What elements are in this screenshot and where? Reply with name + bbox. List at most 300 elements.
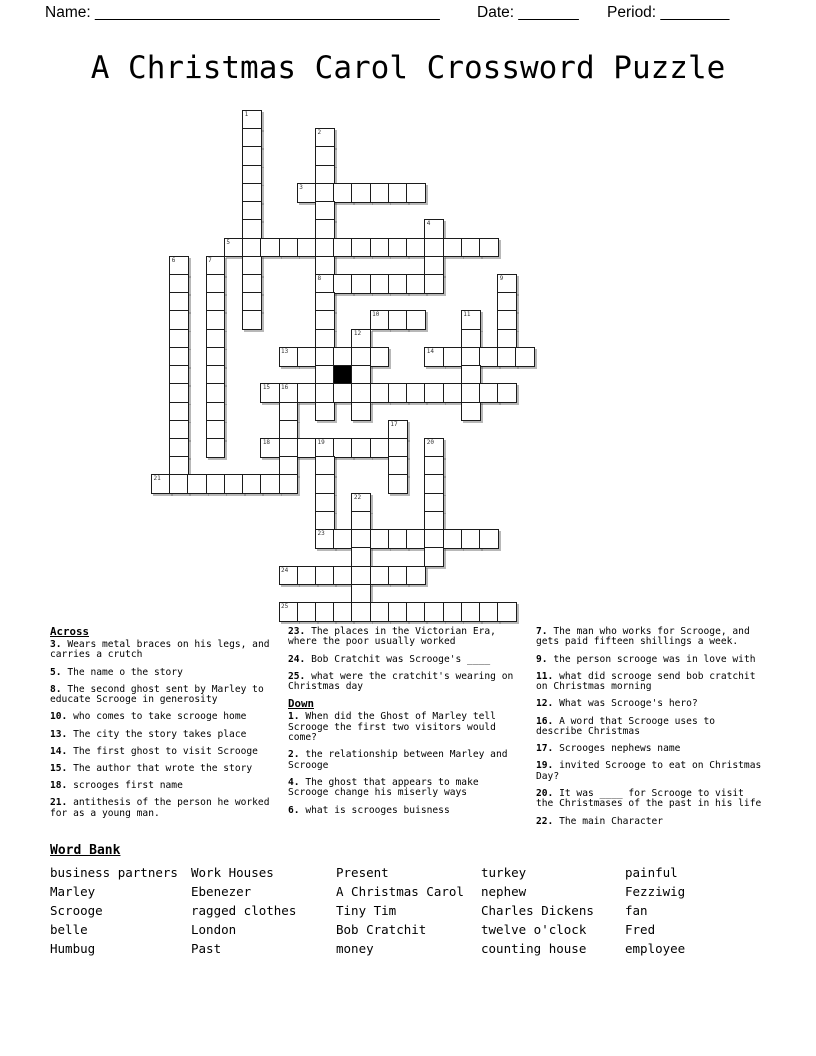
word-bank-item: money	[336, 941, 374, 956]
grid-cell[interactable]	[297, 183, 317, 203]
clue-number: 15.	[50, 762, 68, 774]
clue-item: 6. what is scrooges buisness	[288, 804, 450, 816]
grid-cell[interactable]	[206, 292, 226, 312]
grid-cell[interactable]	[242, 165, 262, 185]
cell-number: 7	[208, 256, 212, 264]
grid-cell[interactable]	[169, 474, 189, 494]
grid-cell[interactable]	[370, 274, 390, 294]
cell-number: 13	[281, 347, 289, 355]
grid-cell[interactable]	[242, 310, 262, 330]
clue-number: 13.	[50, 728, 68, 740]
grid-cell[interactable]	[351, 183, 371, 203]
period-label: Period:	[607, 4, 657, 21]
grid-cell[interactable]	[351, 329, 371, 349]
grid-cell[interactable]	[279, 566, 299, 586]
grid-cell[interactable]	[370, 238, 390, 258]
cell-number: 9	[499, 274, 504, 282]
clue-item: 12. What was Scrooge's hero?	[536, 698, 698, 710]
grid-cell[interactable]	[370, 347, 390, 367]
clue-item: 5. The name o the story	[50, 666, 183, 678]
clue-number: 14.	[50, 745, 68, 757]
clue-item: 19. invited Scrooge to eat on Christmas Day?	[536, 760, 762, 782]
grid-cell[interactable]	[279, 238, 299, 258]
grid-cell[interactable]	[424, 547, 444, 567]
clue-number: 20.	[536, 788, 554, 800]
clue-number: 16.	[536, 715, 554, 727]
grid-cell[interactable]	[169, 383, 189, 403]
word-bank-item: belle	[50, 922, 88, 937]
clue-item: 21. antithesis of the person he worked for as a young man.	[50, 797, 270, 819]
grid-cell[interactable]	[315, 456, 335, 476]
clue-column	[536, 627, 762, 834]
grid-cell[interactable]	[315, 529, 335, 549]
grid-cell[interactable]	[370, 602, 390, 622]
clue-item: 3. Wears metal braces on his legs, and carries a crutch	[50, 638, 270, 661]
clue-number: 17.	[536, 743, 554, 755]
cell-number: 15	[262, 384, 271, 392]
word-bank-column	[625, 863, 685, 958]
grid-cell[interactable]	[206, 274, 226, 294]
word-bank-item: employee	[625, 941, 686, 956]
word-bank-heading: Word Bank	[50, 843, 121, 858]
grid-cell[interactable]	[169, 310, 189, 330]
clue-item: 9. the person scrooge was in love with	[536, 653, 756, 665]
grid-cell[interactable]	[279, 456, 299, 476]
grid-cell[interactable]	[333, 529, 353, 549]
grid-cell[interactable]	[242, 238, 262, 258]
word-bank-item: turkey	[481, 865, 527, 880]
grid-cell[interactable]	[351, 402, 371, 422]
grid-cell[interactable]	[388, 183, 408, 203]
clue-item: 4. The ghost that appears to make Scrooge change his miserly ways	[288, 776, 479, 799]
word-bank-item: A Christmas Carol	[336, 884, 464, 899]
cell-number: 6	[171, 256, 176, 264]
clue-number: 1.	[288, 711, 300, 723]
grid-cell[interactable]	[169, 438, 189, 458]
grid-cell[interactable]	[187, 474, 207, 494]
grid-cell[interactable]	[406, 566, 426, 586]
grid-cell[interactable]	[169, 329, 189, 349]
grid-cell[interactable]	[351, 602, 371, 622]
clue-number: 21.	[50, 797, 68, 809]
grid-cell[interactable]	[315, 511, 335, 531]
grid-cell[interactable]	[370, 438, 390, 458]
grid-cell[interactable]	[224, 474, 244, 494]
grid-cell[interactable]	[333, 183, 353, 203]
clue-number: 6.	[288, 804, 300, 816]
grid-cell[interactable]	[497, 347, 517, 367]
grid-cell[interactable]	[242, 292, 262, 312]
grid-cell[interactable]	[297, 438, 317, 458]
clue-list-heading: Down	[288, 697, 315, 711]
clue-number: 11.	[536, 670, 554, 682]
cell-number: 17	[390, 420, 398, 428]
grid-cell[interactable]	[169, 402, 189, 422]
word-bank-column	[191, 863, 296, 958]
grid-cell[interactable]	[206, 383, 226, 403]
grid-cell[interactable]	[424, 493, 444, 513]
grid-cell[interactable]	[315, 219, 335, 239]
clue-item: 23. The places in the Victorian Era, where the poor usually worked	[288, 626, 496, 648]
grid-cell[interactable]	[169, 274, 189, 294]
grid-cell[interactable]	[370, 383, 390, 403]
grid-cell[interactable]	[424, 456, 444, 476]
cell-number: 14	[426, 347, 435, 355]
grid-cell[interactable]	[260, 474, 280, 494]
grid-cell[interactable]	[260, 383, 280, 403]
grid-cell[interactable]	[315, 256, 335, 276]
grid-cell[interactable]	[388, 420, 408, 440]
grid-cell[interactable]	[424, 274, 444, 294]
clue-column	[288, 627, 520, 823]
grid-cell[interactable]	[333, 566, 353, 586]
grid-cell[interactable]	[388, 274, 408, 294]
cell-number: 18	[262, 438, 271, 446]
grid-cell[interactable]	[351, 383, 371, 403]
grid-cell[interactable]	[315, 347, 335, 367]
cell-number: 2	[317, 129, 322, 137]
grid-cell[interactable]	[515, 347, 535, 367]
grid-cell[interactable]	[169, 365, 189, 385]
grid-cell[interactable]	[424, 238, 444, 258]
grid-cell[interactable]	[333, 274, 353, 294]
grid-cell[interactable]	[370, 310, 390, 330]
word-bank-item: painful	[625, 865, 678, 880]
word-bank-item: Marley	[50, 884, 96, 899]
clue-item: 14. The first ghost to visit Scrooge	[50, 745, 258, 757]
word-bank-item: Fred	[625, 922, 656, 937]
grid-cell[interactable]	[370, 529, 390, 549]
grid-cell[interactable]	[297, 383, 317, 403]
grid-cell[interactable]	[351, 584, 371, 604]
clue-column	[50, 627, 284, 826]
grid-cell[interactable]	[242, 201, 262, 221]
grid-cell[interactable]	[497, 602, 517, 622]
clue-number: 5.	[50, 666, 62, 678]
grid-cell[interactable]	[351, 529, 371, 549]
clue-item: 24. Bob Cratchit was Scrooge's ____	[288, 653, 491, 665]
grid-cell[interactable]	[279, 420, 299, 440]
name-blank-line: ________________________________________	[94, 4, 440, 21]
grid-cell[interactable]	[151, 474, 171, 494]
word-bank-item: ragged clothes	[191, 903, 297, 918]
grid-cell[interactable]	[388, 310, 408, 330]
cell-number: 25	[281, 602, 289, 610]
grid-cell[interactable]	[315, 292, 335, 312]
grid-cell[interactable]	[315, 383, 335, 403]
clue-list-heading: Across	[50, 625, 90, 638]
grid-cell[interactable]	[351, 365, 371, 385]
grid-cell[interactable]	[279, 402, 299, 422]
word-bank-item: Tiny Tim	[336, 903, 397, 918]
grid-cell[interactable]	[406, 529, 426, 549]
clue-number: 24.	[288, 653, 306, 665]
grid-cell[interactable]	[206, 438, 226, 458]
grid-cell[interactable]	[388, 383, 408, 403]
clue-item: 8. The second ghost sent by Marley to educate Scrooge in generosity	[50, 683, 264, 706]
grid-cell[interactable]	[443, 383, 463, 403]
grid-cell[interactable]	[169, 347, 189, 367]
grid-cell[interactable]	[351, 238, 371, 258]
grid-cell[interactable]	[351, 493, 371, 513]
word-bank-item: London	[191, 922, 237, 937]
cell-number: 12	[353, 329, 362, 337]
grid-cell[interactable]	[424, 602, 444, 622]
clue-number: 23.	[288, 626, 306, 637]
word-bank-column	[336, 863, 464, 958]
cell-number: 10	[372, 311, 380, 319]
clue-item: 13. The city the story takes place	[50, 728, 247, 740]
grid-cell[interactable]	[169, 256, 189, 276]
grid-cell[interactable]	[370, 566, 390, 586]
grid-cell[interactable]	[388, 566, 408, 586]
grid-cell[interactable]	[461, 310, 481, 330]
grid-cell[interactable]	[315, 566, 335, 586]
grid-cell[interactable]	[351, 347, 371, 367]
clue-item: 10. who comes to take scrooge home	[50, 711, 247, 723]
grid-cell[interactable]	[315, 146, 335, 166]
clue-item: 7. The man who works for Scrooge, and gets paid fifteen shillings a week.	[536, 626, 750, 648]
grid-cell[interactable]	[424, 347, 444, 367]
clue-item: 17. Scrooges nephews name	[536, 743, 681, 755]
clue-number: 7.	[536, 626, 548, 637]
cell-number: 24	[281, 566, 289, 574]
grid-cell[interactable]	[206, 420, 226, 440]
name-field	[45, 4, 440, 22]
grid-cell[interactable]	[315, 201, 335, 221]
grid-cell[interactable]	[333, 438, 353, 458]
grid-cell[interactable]	[406, 274, 426, 294]
clue-number: 12.	[536, 698, 554, 710]
grid-cell[interactable]	[406, 602, 426, 622]
grid-cell[interactable]	[479, 383, 499, 403]
period-field	[607, 4, 729, 22]
grid-cell[interactable]	[315, 183, 335, 203]
grid-cell[interactable]	[279, 438, 299, 458]
grid-cell[interactable]	[461, 602, 481, 622]
cell-number: 4	[426, 220, 431, 228]
grid-cell[interactable]	[297, 238, 317, 258]
grid-cell[interactable]	[206, 365, 226, 385]
grid-cell[interactable]	[242, 274, 262, 294]
grid-cell[interactable]	[461, 238, 481, 258]
grid-cell[interactable]	[424, 256, 444, 276]
clue-number: 25.	[288, 670, 306, 682]
period-blank-line: ________	[660, 4, 730, 21]
cell-number: 20	[426, 438, 435, 446]
grid-cell[interactable]	[406, 310, 426, 330]
cell-number: 1	[244, 111, 249, 118]
cell-number: 3	[299, 183, 303, 191]
word-bank-item: nephew	[481, 884, 527, 899]
grid-cell[interactable]	[315, 274, 335, 294]
grid-cell[interactable]	[315, 602, 335, 622]
grid-cell[interactable]	[279, 602, 299, 622]
grid-cell[interactable]	[388, 474, 408, 494]
grid-cell[interactable]	[497, 274, 517, 294]
grid-cell[interactable]	[479, 347, 499, 367]
grid-cell[interactable]	[497, 310, 517, 330]
grid-cell[interactable]	[279, 347, 299, 367]
word-bank-item: Past	[191, 941, 222, 956]
grid-cell[interactable]	[315, 128, 335, 148]
cell-number: 5	[226, 238, 230, 246]
grid-cell[interactable]	[297, 602, 317, 622]
grid-cell[interactable]	[333, 602, 353, 622]
grid-cell[interactable]	[242, 128, 262, 148]
grid-cell[interactable]	[406, 183, 426, 203]
grid-cell[interactable]	[206, 402, 226, 422]
grid-cell[interactable]	[279, 474, 299, 494]
word-bank-column	[50, 863, 178, 958]
clue-number: 4.	[288, 776, 300, 788]
grid-cell[interactable]	[297, 566, 317, 586]
grid-cell[interactable]	[242, 474, 262, 494]
date-blank-line: _______	[518, 4, 579, 21]
grid-cell[interactable]	[242, 183, 262, 203]
grid-cell[interactable]	[443, 347, 463, 367]
grid-cell[interactable]	[388, 238, 408, 258]
grid-cell[interactable]	[169, 456, 189, 476]
grid-cell[interactable]	[388, 456, 408, 476]
word-bank-item: counting house	[481, 941, 587, 956]
grid-cell[interactable]	[242, 219, 262, 239]
cell-number: 11	[463, 311, 471, 319]
grid-cell[interactable]	[461, 529, 481, 549]
grid-cell[interactable]	[461, 329, 481, 349]
grid-cell[interactable]	[279, 383, 299, 403]
word-bank-item: fan	[625, 903, 648, 918]
grid-cell[interactable]	[461, 402, 481, 422]
grid-cell[interactable]	[424, 529, 444, 549]
grid-cell[interactable]	[351, 547, 371, 567]
grid-cell[interactable]	[315, 238, 335, 258]
word-bank-item: Humbug	[50, 941, 96, 956]
cell-number: 16	[281, 384, 289, 392]
clue-number: 2.	[288, 749, 300, 761]
clue-item: 11. what did scrooge send bob cratchit on Christmas morning	[536, 670, 756, 693]
grid-cell[interactable]	[169, 420, 189, 440]
clue-item: 1. When did the Ghost of Marley tell Scrooge the first two visitors would come?	[288, 711, 496, 744]
grid-cell[interactable]	[169, 292, 189, 312]
grid-cell[interactable]	[206, 256, 226, 276]
grid-cell[interactable]	[370, 183, 390, 203]
grid-cell[interactable]	[424, 474, 444, 494]
grid-cell[interactable]	[315, 365, 335, 385]
grid-cell[interactable]	[351, 566, 371, 586]
grid-cell[interactable]	[424, 438, 444, 458]
grid-cell[interactable]	[206, 474, 226, 494]
word-bank-item: Ebenezer	[191, 884, 252, 899]
date-label: Date:	[477, 4, 515, 21]
grid-cell[interactable]	[424, 383, 444, 403]
grid-cell[interactable]	[260, 438, 280, 458]
grid-cell[interactable]	[315, 310, 335, 330]
cell-number: 22	[353, 493, 362, 501]
word-bank-item: Work Houses	[191, 865, 274, 880]
clue-item: 25. what were the cratchit's wearing on Christmas day	[288, 670, 514, 693]
grid-cell[interactable]	[479, 529, 499, 549]
word-bank-column	[481, 863, 594, 958]
word-bank-item: Scrooge	[50, 903, 103, 918]
grid-cell[interactable]	[206, 329, 226, 349]
grid-cell[interactable]	[242, 110, 262, 130]
clue-number: 9.	[536, 653, 548, 665]
grid-cell[interactable]	[443, 602, 463, 622]
grid-cell[interactable]	[351, 511, 371, 531]
grid-cell[interactable]	[461, 383, 481, 403]
grid-cell[interactable]	[315, 438, 335, 458]
grid-cell[interactable]	[443, 529, 463, 549]
clue-item: 16. A word that Scrooge uses to describe Christmas	[536, 715, 716, 738]
grid-cell[interactable]	[479, 602, 499, 622]
grid-cell[interactable]	[497, 329, 517, 349]
grid-cell[interactable]	[242, 256, 262, 276]
grid-cell[interactable]	[297, 347, 317, 367]
grid-cell[interactable]	[315, 474, 335, 494]
cell-number: 8	[317, 274, 322, 282]
grid-cell[interactable]	[461, 347, 481, 367]
cell-number: 21	[153, 475, 161, 483]
grid-cell[interactable]	[315, 165, 335, 185]
puzzle-title: A Christmas Carol Crossword Puzzle	[90, 50, 726, 86]
grid-cell[interactable]	[333, 383, 353, 403]
clue-item: 18. scrooges first name	[50, 780, 183, 792]
date-field	[477, 4, 579, 22]
grid-cell[interactable]	[224, 238, 244, 258]
grid-cell[interactable]	[351, 438, 371, 458]
clue-number: 3.	[50, 638, 62, 650]
grid-cell[interactable]	[406, 383, 426, 403]
grid-cell[interactable]	[315, 402, 335, 422]
clue-number: 10.	[50, 711, 68, 723]
clue-item: 15. The author that wrote the story	[50, 762, 253, 774]
name-label: Name:	[45, 4, 91, 21]
word-bank-item: business partners	[50, 865, 178, 880]
cell-number: 23	[317, 530, 325, 538]
grid-cell[interactable]	[406, 238, 426, 258]
grid-cell[interactable]	[388, 602, 408, 622]
grid-cell[interactable]	[388, 438, 408, 458]
grid-cell[interactable]	[497, 383, 517, 403]
word-bank-item: twelve o'clock	[481, 922, 587, 937]
grid-cell[interactable]	[443, 238, 463, 258]
grid-cell[interactable]	[206, 310, 226, 330]
grid-cell[interactable]	[424, 219, 444, 239]
clue-number: 19.	[536, 760, 554, 772]
grid-cell[interactable]	[260, 238, 280, 258]
grid-cell[interactable]	[497, 292, 517, 312]
grid-cell-black	[333, 365, 353, 385]
grid-cell[interactable]	[333, 238, 353, 258]
cell-number: 19	[317, 438, 325, 446]
grid-cell[interactable]	[479, 238, 499, 258]
clue-number: 22.	[536, 815, 554, 827]
grid-cell[interactable]	[315, 493, 335, 513]
clue-number: 18.	[50, 780, 68, 792]
grid-cell[interactable]	[206, 347, 226, 367]
grid-cell[interactable]	[351, 274, 371, 294]
word-bank-item: Present	[336, 865, 389, 880]
grid-cell[interactable]	[333, 347, 353, 367]
grid-cell[interactable]	[315, 329, 335, 349]
word-bank-item: Charles Dickens	[481, 903, 594, 918]
grid-cell[interactable]	[461, 365, 481, 385]
clue-item: 20. It was ____ for Scrooge to visit the Christmases of the past in his life	[536, 788, 762, 810]
grid-cell[interactable]	[388, 529, 408, 549]
grid-cell[interactable]	[424, 511, 444, 531]
grid-cell[interactable]	[242, 146, 262, 166]
